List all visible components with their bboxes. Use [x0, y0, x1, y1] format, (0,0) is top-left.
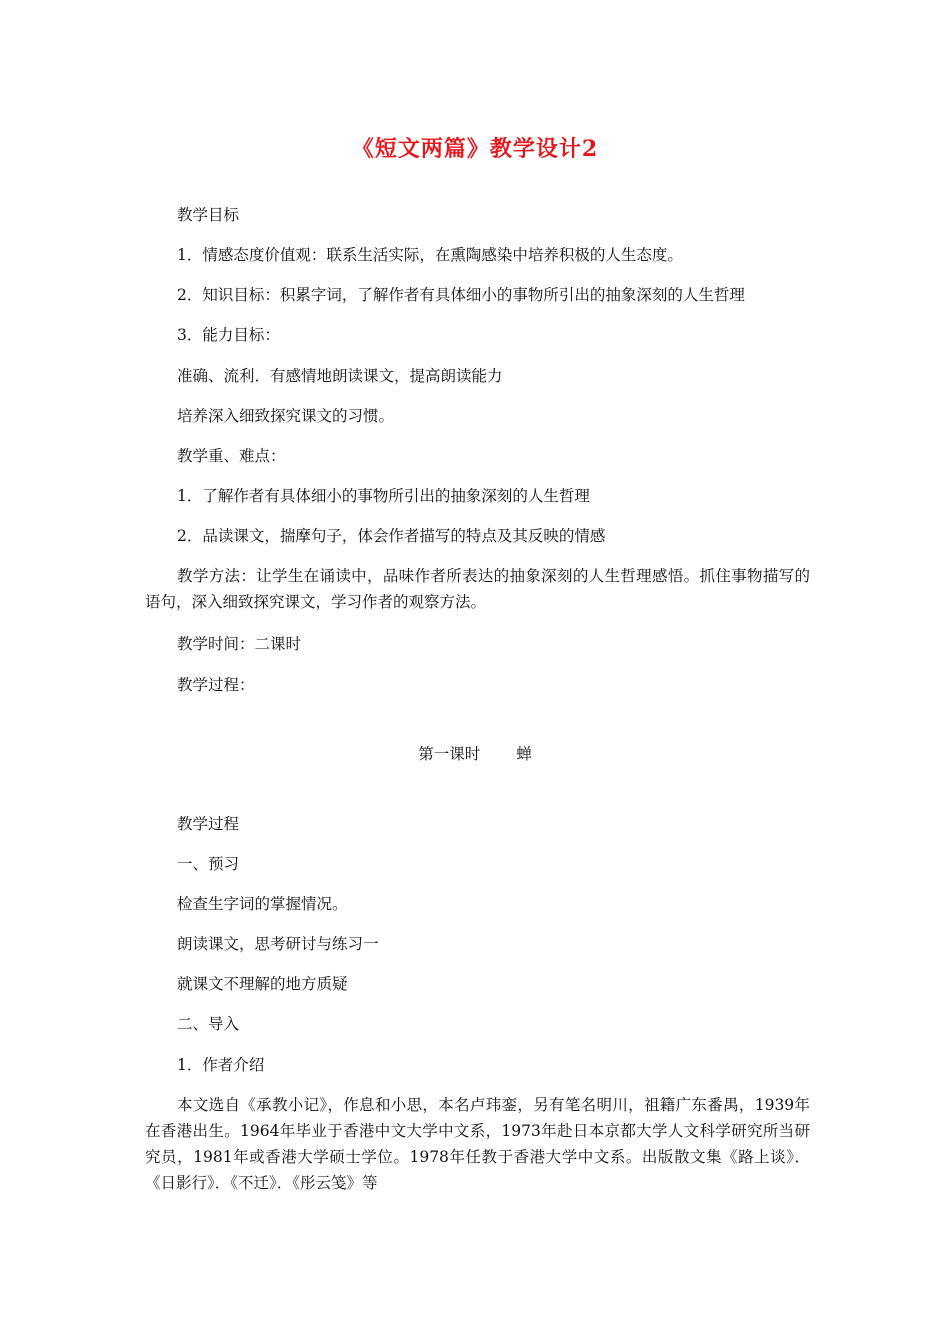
lesson-label: 第一课时 [418, 745, 481, 763]
process-subheading: 教学过程 [177, 815, 240, 833]
goal-item-2: 2．知识目标：积累字词，了解作者有具体细小的事物所引出的抽象深刻的人生哲理 [177, 286, 745, 304]
preview-item-2: 朗读课文，思考研讨与练习一 [177, 935, 379, 953]
process-heading: 教学过程： [177, 676, 255, 694]
ability-item-2: 培养深入细致探究课文的习惯。 [177, 407, 395, 425]
goal-item-1: 1．情感态度价值观：联系生活实际，在熏陶感染中培养积极的人生态度。 [177, 246, 683, 264]
ability-item-1: 准确、流利．有感情地朗读课文，提高朗读能力 [177, 367, 503, 385]
section-preview-heading: 一、预习 [177, 855, 240, 873]
keypoint-item-2: 2．品读课文，揣摩句子，体会作者描写的特点及其反映的情感 [177, 527, 606, 545]
document-title: 《短文两篇》教学设计2 [351, 136, 599, 162]
preview-item-1: 检查生字词的掌握情况。 [177, 895, 348, 913]
goal-item-3: 3．能力目标： [177, 326, 280, 344]
author-intro-heading: 1．作者介绍 [177, 1056, 265, 1074]
keypoint-item-1: 1．了解作者有具体细小的事物所引出的抽象深刻的人生哲理 [177, 487, 590, 505]
goals-heading: 教学目标 [177, 206, 240, 224]
teaching-time: 教学时间：二课时 [177, 635, 302, 653]
author-bio-paragraph: 本文选自《承教小记》，作息和小思，本名卢玮銮，另有笔名明川，祖籍广东番禺，1939年在香港出生。1964年毕业于香港中文大学中文系，1973年赴日本京都大学人文科学研究所当研究员，1981年或香港大学硕士学位。1978年任教于香港大学中文系。出版散文集《路上谈》．《日影行》．《不迁》．《彤云笺》等 [145, 1096, 810, 1192]
lesson-topic: 蝉 [516, 745, 532, 763]
keypoints-heading: 教学重、难点： [177, 447, 286, 465]
section-intro-heading: 二、导入 [177, 1015, 240, 1033]
teaching-method-paragraph: 教学方法：让学生在诵读中，品味作者所表达的抽象深刻的人生哲理感悟。抓住事物描写的语句，深入细致探究课文，学习作者的观察方法。 [145, 567, 810, 611]
preview-item-3: 就课文不理解的地方质疑 [177, 975, 348, 993]
lesson-heading [0, 744, 950, 764]
